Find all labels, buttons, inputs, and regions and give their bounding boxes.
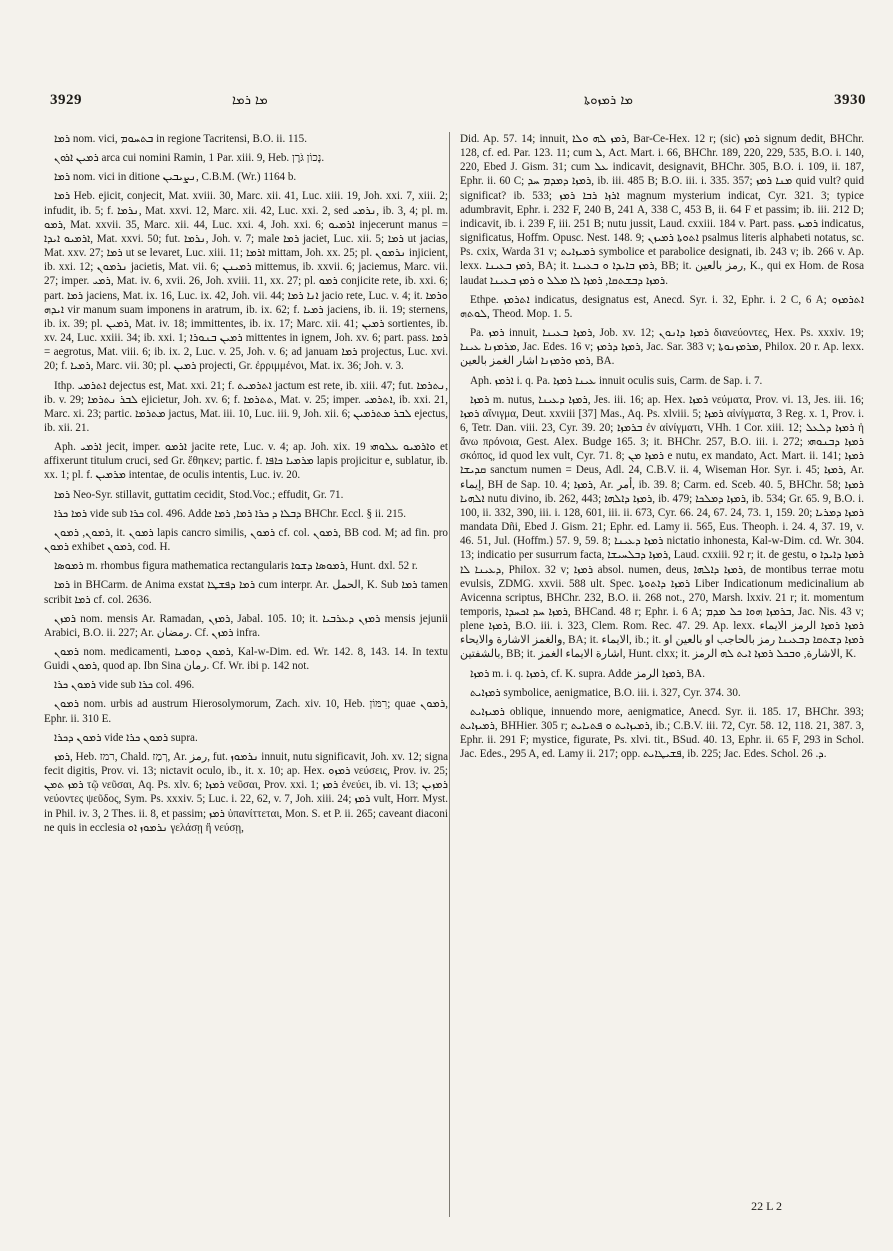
page-header: [36, 92, 866, 118]
dictionary-entry: ܪܡܙܢ nom. mensis Ar. Ramadan, ܪܡܙܢ, Jabal. 105. 10; it. ܪܡܙܢ ܕܥܪܒܝܐ mensis jejunii Arabici, B.O. ii. 227; Ar. رمضان. Cf. ܪܡܙܢ infra.: [44, 612, 448, 639]
dictionary-entry: ܪܡܘܢ nom. medicamenti, ܪܡܘܢ ܕܘܡܝܐ, Kal-w-Dim. ed. Wr. 142. 8, 143. 14. In textu Guidi ܪܡܘܢ, quod ap. Ibn Sina رمان. Cf. Wr. ibi p. 142 not.: [44, 646, 448, 673]
dictionary-entry: ܪܡܐ Neo-Syr. stillavit, guttatim cecidit, Stod.Voc.; effudit, Gr. 71.: [54, 488, 344, 501]
dictionary-entry: ܪܡܐ Heb. ejicit, conjecit, Mat. xviii. 30, Marc. xii. 41, Luc. xiii. 19, Joh. xxi. 7, xiii. 2; infudit, ib. 5; f. ܢܪܡܐ, Mat. xxvi. 12, Marc. xii. 42, Luc. xxi. 2, sed ܢܪܡܝ, ib. 3, 4; pl. m. ܪܡܘ, Mat. xxvii. 35, Marc. xii. 44, Luc. xxi. 4, Joh. xxi. 6; ܐܪܡܝܘ injecerunt manus = ܐܪܡܝܘ ܐܝܕܐ, Mat. xxvi. 50; fut. ܢܪܡܐ, Joh. v. 7; male ܪܡܐ jaciet, Luc. xii. 5; ܪܡܐ ut jacias, Mat. xxv. 27; ܪܡܐ ut se levaret, Luc. xiii. 11; ܐܪܡܐ mittam, Joh. xx. 25; pl. ܢܪܡܘܢ injicient, ib. xxi. 12; ܢܪܡܘܢ jacietis, Mat. vii. 6; ܪܡܝܢܢ mittemus, ib. xxvii. 6; jaciemus, Marc. vii. 27; imper. ܪܡܝ, Mat. iv. 6, xvii. 26, Joh. xviii. 11, xx. 27; pl. ܪܡܘ conjicite rete, ib. xxi. 6; part. ܪܡܐ jaciens, Mat. ix. 16, Luc. ix. 42, Joh. vii. 44; ܐܢܐ ܪܡܐ jacio rete, Luc. v. 4; it. ܘܪܡܐ ܐܝܕܗ vir manum suam imponens in aratrum, ib. ix. 62; f. ܪܡܝܐ jaciens, ib. ii. 19; sternens, ib. ix. 39; pl. ܪܡܝܢ, Mat. iv. 18; immittentes, ib. ix. 17; Marc. xii. 41; ܪܡܝܢ sortientes, ib. xv. 24, Luc. xxiii. 34; ib. xxi. 1; ܪܡܝܢ ܒܢܘܪܐ mittentes in ignem, Joh. xv. 6; part. pass. ܪܡܐ = aegrotus, Mat. viii. 6; ib. ix. 2, Luc. v. 25, Joh. v. 6; ad januam ܪܡܐ projectus, Luc. xvi. 20; f. ܪܡܝܐ, Marc. vii. 30; pl. ܪܡܝܢ projecti, Gr. ἐρριμμένοι, Mat. ix. 36; Joh. v. 3.: [44, 190, 448, 373]
dictionary-entry: Aph. ܐܪܡܙ i. q. Pa. ܥܝܢܐ ܪܡܙܐ innuit oculis suis, Carm. de Sap. i. 7.: [470, 374, 763, 387]
dictionary-entry: Did. Ap. 57. 14; innuit, ܪܡܙ ܠܗ ܘܠܐ, Bar-Ce-Hex. 12 r; (sic) ܪܡܙ signum dedit, BHChr. 128, cf. ed. Par. 123. 11; cum ܠ, Act. Mart. i. 66, BHChr. 189, 220, 229, 535, B.O. i. 140, 220, Ebed J. Gism. 31; cum ܥܠ indicavit, designavit, BHChr. 305, B.O. i. 109, ii. 187, Ephr. ii. 60 C; ܪܡܙܐ ܕܡܕܡ ܚܕ, ib. iii. 485 B; B.O. iii. i. 335. 357; ܡܢܐ ܪܡܙ quid vult? quid significat? ib. 533; ܐܪܙܐ ܪܒܐ ܪܡܙ magnum mysterium indicat, Cyr. 321. 3; typice adumbravit, Ephr. i. 232 F, 240 B, 241 A, 338 C, 453 B, ii. 64 F et passim; ib. iii. 212 D; indicavit, ib. i. 239 F, iii. 251 B; nutu jussit, Laud. cxxiii. 184 v. Part. pass. ܪܡܝܙ indicatus, significatus, Hoffm. Opusc. Nest. 148. 9; ܐܬܘܬܐ ܪܡܝܙܢ psalmus literis alphabeti notatus, sc. Ps. cxix, Warda 31 v; ܪܡܝܙܐܝܬ symbolice et parabolice designati, ib. 243 v; ib. 266 v. Ap. lexx. ܪܡܙ ܒܥܝܢܐ, BA; it. ܪܡܙ ܒܐܝܕܐ ܘ ܒܥܝܢܐ, BB; it. رمز بالعين, K., qui ex Hom. de Rosa laudat ܪܡܙܐ ܕܒܫܬܩܐ, ܪܡܙܐ ܠܐ ܡܠܠ ܘ ܪܡܙ ܒܥܝܢܐ.: [460, 133, 864, 287]
dictionary-entry: ܪܡܘܣܐ m. rhombus figura mathematica rectangularis ܪܡܘܣܐ ܕܫܘܐ, Hunt. dxl. 52 r.: [54, 560, 418, 573]
dictionary-entry: ܪܡܘܢ ܟܪܐ vide sub ܟܪܐ col. 496.: [54, 679, 195, 692]
dictionary-entry: ܪܡܐ nom. vici, ܒܬܚܘܡ in regione Tacritensi, B.O. ii. 115.: [54, 133, 307, 145]
dictionary-entry: ܪܡܙܐܝܬ symbolice, aenigmatice, B.O. iii. i. 327, Cyr. 374. 30.: [470, 686, 741, 699]
left-running-headword: ܡܐ ܪܡܐ: [232, 93, 268, 108]
dictionary-entry: ܪܡܝܙܐܝܬ oblique, innuendo more, aenigmatice, Anecd. Syr. ii. 185. 17, BHChr. 393; ܪܡܝܙܐܝܬ, BHHier. 305 r; ܪܡܝܙܐܝܬ ܘ ܦܬܝܐܝܬ, ib.; C.B.V. iii. 72, Cyr. 58. 12, 118. 21, 387. 3, Ephr. ii. 291 F; mystice, figurate, Ps. xlvi. tit., BSud. 40. 13, Ephr. ii. 65 F, 293 in Schol. Jac. Edes., 295 A, ed. Lamy ii. 217; opp. ܦܫܝܛܐܝܬ, ib. 225; Jac. Edes. Schol. ܕ. 26.: [460, 705, 864, 761]
dictionary-entry: ܪܡܘܢ ܕܟܪܐ vide ܪܡܘܢ ܟܪܐ supra.: [54, 731, 198, 744]
dictionary-entry: ܪܡܙܐ m. i. q. ܪܡܙܐ, cf. K. supra. Adde ܪܡܙܐ الرمز, BA.: [470, 667, 705, 680]
signature-mark: 22 L 2: [751, 1199, 782, 1213]
dictionary-entry: ܪܡܙ, Heb. רמז, Chald. רְמַז, Ar. رمز, fut. ܢܪܡܘܙ innuit, nutu significavit, Joh. xv. 12; signa fecit digitis, Prov. vi. 13; nictavit oculo, ib., it. x. 10; ap. Hex. ܪܡܙܘ νεύσεις, Prov. iv. 25; ܪܡܙ ܬܡܢ τῷ νεῦσαι, Aq. Ps. xlv. 6; ܪܡܙܐ νεῦσαι, Prov. xxi. 1; ܪܡܙ ἐνεύει, ib. vi. 13; ܪܡܙܝܢ νεύοντες ψεῦδος, Sym. Ps. xxxiv. 5; Luc. i. 22, 62, v. 7, Joh. xiii. 24; ܪܡܙ vult, Horr. Myst. in Phil. iv. 3, 2 Thes. ii. 8, et passim; ܪܡܙ ὑπανίττεται, Mon. S. et P. ii. 265; caveant diaconi ne quis in ecclesia ܢܪܡܘܙ ܐܘ γελάσῃ ἢ νεύσῃ,: [44, 750, 448, 834]
column-divider: [449, 132, 450, 1217]
dictionary-entry: ܪܡܝܢ ܐܪܘܢ arca cui nomini Ramin, 1 Par. xiii. 9, Heb. נָכוֹן גֹּרֶן.: [54, 152, 325, 165]
dictionary-entry: ܪܡܐ ܟܪܐ vide sub ܟܪܐ col. 496. Adde ܕܒܠܐ ܕ ܟܪܐ ܪܡܐ, ܪܡܐ BHChr. Eccl. § ii. 215.: [54, 507, 407, 520]
dictionary-entry: Pa. ܪܡܙ innuit, ܪܡܙܐ ܒܥܝܢܐ, Job. xv. 12; ܪܡܙܐ ܕܐܢܘܢ διανεύοντες, Hex. Ps. xxxiv. 19; ܡܪܡܙܢܐ ܥܝܢܐ, Jac. Edes. 16 v; ܪܡܙܐ ܕܪܡܙ, Jac. Sar. 383 v; ܡܪܡܙܢܘܬܐ, Philox. 20 r. Ap. lexx. ܪܡܙ ܘܪܡܙܢܐ اشار الغمز بالعين, BA.: [460, 327, 864, 368]
right-column: [460, 132, 864, 1222]
dictionary-entry: ܪܡܘܢ, ܪܡܘܢ, it. ܪܡܘܢ lapis cancro similis, ܪܡܘܢ cf. col. ܪܡܘܢ, BB cod. M; ad fin. pro ܪܡܘܢ exhibet ܪܡܘܢ, cod. H.: [44, 526, 448, 554]
left-column: [44, 132, 448, 1222]
dictionary-entry: Ethpe. ܐܬܪܡܙ indicatus, designatus est, Anecd. Syr. i. 32, Ephr. i. 2 C, 6 A; ܐܬܪܡܙܘ ܠܘܬܗ, Theod. Mop. 1. 5.: [460, 293, 864, 320]
dictionary-entry: ܪܡܙܐ m. nutus, ܪܡܙܐ ܕܥܝܢܐ, Jes. iii. 16; ap. Hex. ܪܡܙܐ νεύματα, Prov. vi. 13, Jes. iii. 16; ܪܡܙܐ αἴνιγμα, Deut. xxviii [37] Mas., Aq. Ps. xlviii. 5; ܪܡܙܐ αἰνίγματα, 3 Reg. x. 1, Prov. i. 6, Tetr. Dan. viii. 23, Cyr. 39. 20; ܒܪܡܙܐ ἐν αἰνίγματι, VHh. 1 Cor. xiii. 12; ܪܡܙܐ ܕܠܥܠ ἡ ἄνω πρόνοια, Gest. Alex. Budge 165. 3; it. BHChr. 257, B.O. iii. i. 272; ܪܡܙܐ ܕܒܢܘܗܝ σκόπος, id quod lex vult, Cyr. 71. 8; ܪܡܙܐ ܡܢ e nutu, ex mandato, Act. Mart. ii. 141; ܪܡܙܐ ܩܕܝܫܐ sanctum numen = Deus, Adl. 24, C.B.V. ii. 4, Wiseman Hor. Syr. i. 45; ܪܡܙܐ, Ar. إيماء, BH de Sap. 10. 4; ܪܡܙܐ, Ar. أمر, ib. 39. 8; Carm. ed. Sceb. 40. 5, BHChr. 58; ܪܡܙܐ ܐܠܗܝܐ nutu divino, ib. 262, 443; ܪܡܙܐ ܕܐܠܗܐ, ib. 479; ܪܡܙܐ ܕܡܠܟܐ, ib. 534; Gr. 65. 9, B.O. i. 100, ii. 332, 390, iii. i. 128, 601, iii. ii. 673, Cyr. 66. 24, 67. 24, 73. 1, 159. 20; ܪܡܙܐ ܕܡܪܝܐ mandata Dñi, Ebed J. Gism. 21; Ephr. ed. Lamy ii. 565, Eus. Theoph. i. 24. 4, 37. 19, v. 46. 51, Jul. (Hoffm.) 57. 9, 59. 8; ܪܡܙܐ ܕܥܝܢܐ nictatio inhonesta, Kal-w-Dim. cd. Wr. 304. 13; indicatio per susurrum facta, ܪܡܙܐ ܕܒܠܚܝܫܐ, Laud. cxxiii. 92 r; it. de gestu, ܪܡܙܐ ܕܐܝܕܐ ܘ ܕܥܝܢܐ ܠܐ, Philox. 32 v; ܪܡܙܐ absol. numen, deus, ܪܡܙܐ ܕܐܠܗܐ, de montibus terrae motu evulsis, ZDMG. xxvii. 588 ult. Spec. ܪܡܙܐ ܕܐܬܘܬܐ Liber Indicationum medicinalium ab Avicenna scriptus, BHChr. 232, B.O. ii. 268 not., 270, Marsh. lxxiv. 21 r; it. momentum temporis, ܪܡܙܐ ܚܕ ܐܟܚܕܐ, BHCand. 48 r; Ephr. i. 6 A; ܒܪܡܙܐ ܗܘܐ ܟܠ ܡܕܡ, Jac. Nis. 43 v; plene ܪܡܙܐ, B.O. iii. i. 323, Clem. Rom. Rec. 47. 29. Ap. lexx. ܪܡܙܐ ܪܡܙܐ الرمز الايماء والغمز الاشارة والايحاء, BA; it. الايماء, ib.; it. ܪܡܙܐ ܕܫܬܩܐ ܕܒܥܝܢܐ رمز بالحاجب او بالعين او بالشفتين, BB; it. اشارة الايماء الغمز, Hunt. clxx; it. الاشارة, ܘܒܟܠ ܪܡܙܐ ܐܝܬ ܠܗ الرمز, K.: [460, 393, 864, 661]
dictionary-entry: ܪܡܐ nom. vici in ditione ܢܨܝܒܝܢ, C.B.M. (Wr.) 1164 b.: [54, 171, 297, 184]
dictionary-entry: ܪܡܐ in BHCarm. de Anima exstat ܪܡܐ ܕܦܫܛܐ cum interpr. Ar. الحمل, K. Sub ܪܡܐ tamen scribit ܪܡܐ cf. col. 2636.: [44, 579, 448, 606]
left-page-number: 3929: [50, 92, 82, 108]
right-running-headword: ܡܐ ܪܡܙܘܬܐ: [584, 93, 633, 108]
dictionary-entry: Aph. ܐܪܡܝ jecit, imper. ܐܪܡܘ jacite rete, Luc. v. 4; ap. Joh. xix. 19 ܘܐܪܡܝܘ ܥܠܘܗܝ et affixerunt titulum cruci, sed Gr. ἔθηκεν; partic. f. ܡܪܡܝܐ ܟܐܦܐ lapis projicitur e, sublatur, ib. xx. 1; pl. f. ܡܪܡܝܢ intentae, de oculis intentis, Luc. iv. 20.: [44, 441, 448, 482]
dictionary-entry: ܪܡܘܢ nom. urbis ad austrum Hierosolymorum, Zach. xiv. 10, Heb. רִמּוֹן; quae ܪܡܘܢ, Ephr. ii. 310 E.: [44, 698, 448, 725]
right-page-number: 3930: [834, 92, 866, 108]
dictionary-entry: Ithp. ܐܬܪܡܝ dejectus est, Mat. xxi. 21; f. ܐܬܪܡܝܬ jactum est rete, ib. xiii. 47; fut. ܢܬܪܡܐ, ib. v. 29; ܠܒܪ ܢܬܪܡܐ ejicietur, Joh. xv. 6; f. ܬܬܪܡܐ, Mat. v. 25; imper. ܐܬܪܡܝ, ib. xxi. 21, Marc. xi. 23; partic. ܡܬܪܡܐ jactus, Mat. iii. 10, Luc. iii. 9, Joh. xii. 6; ܠܒܪ ܡܬܪܡܝܢ ejectus, ib. xii. 21.: [44, 379, 448, 434]
